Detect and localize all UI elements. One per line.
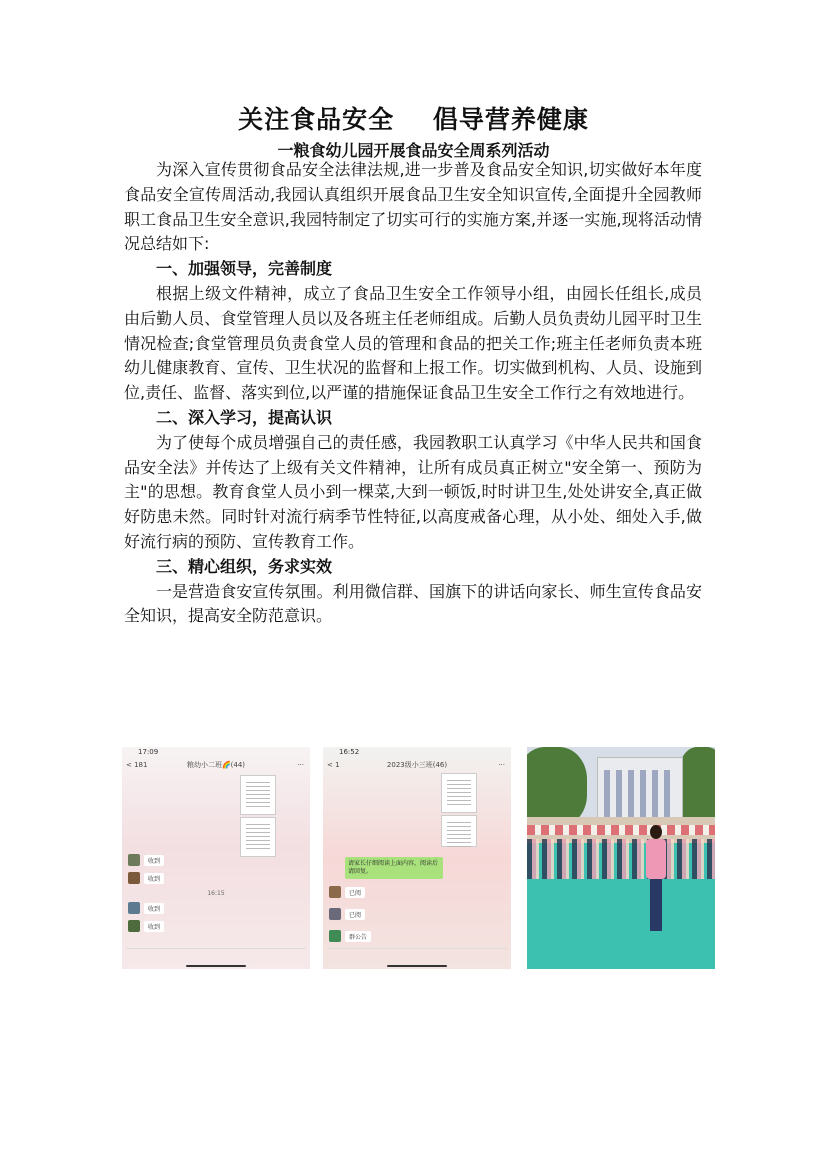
chat-reply: 收到 bbox=[144, 903, 164, 914]
document-message bbox=[441, 773, 477, 813]
document-title: 关注食品安全 倡导营养健康 bbox=[238, 105, 589, 134]
document-message bbox=[441, 815, 477, 847]
chat-input-bar bbox=[126, 948, 306, 963]
section-paragraph-1: 根据上级文件精神，成立了食品卫生安全工作领导小组，由园长任组长,成员由后勤人员、食堂管理人员以及各班主任老师组成。后勤人员负责幼儿园平时卫生情况检查;食堂管理员负责食堂人员的管理和食品的把关工作;班主任老师负责本班幼儿健康教育、宣传、卫生状况的监督和上报工作。切实做到机构、人员、设施到位,责任、监督、落实到位,以严谨的措施保证食品卫生安全工作行之有效地进行。 bbox=[124, 283, 702, 403]
group-announcement-label: 群公告 bbox=[345, 931, 371, 942]
home-indicator bbox=[186, 965, 246, 967]
tree bbox=[527, 747, 587, 827]
document-subtitle: 一粮食幼儿园开展食品安全周系列活动 bbox=[277, 141, 550, 160]
avatar bbox=[128, 854, 140, 866]
chat-message-row bbox=[329, 907, 365, 921]
chat-header bbox=[122, 759, 310, 771]
document-body bbox=[124, 158, 702, 629]
chat-reply: 收到 bbox=[144, 873, 164, 884]
more-icon: ··· bbox=[297, 761, 304, 769]
back-icon: < 181 bbox=[126, 761, 148, 769]
section-paragraph-2: 为了使每个成员增强自己的责任感，我园教职工认真学习《中华人民共和国食品安全法》并传达了上级有关文件精神，让所有成员真正树立"安全第一、预防为主"的思想。教育食堂人员小到一棵菜,大到一顿饭,时时讲卫生,处处讲安全,真正做好防患未然。同时针对流行病季节性特征,以高度戒备心理，从小处、细处入手,做好流行病的预防、宣传教育工作。 bbox=[124, 432, 702, 551]
status-bar-time: 17:09 bbox=[138, 748, 159, 756]
chat-group-name: 粮幼小二班🌈(44) bbox=[186, 761, 246, 769]
status-bar-time: 16:52 bbox=[339, 748, 360, 756]
avatar bbox=[329, 930, 341, 942]
phone-screen bbox=[122, 747, 310, 969]
teacher-figure bbox=[645, 825, 667, 937]
avatar bbox=[128, 872, 140, 884]
section-paragraph-3: 一是营造食安宣传氛围。利用微信群、国旗下的讲话向家长、师生宣传食品安全知识，提高安全防范意识。 bbox=[124, 581, 702, 626]
phone-screen bbox=[323, 747, 511, 969]
chat-message-row bbox=[128, 853, 164, 867]
wechat-screenshot-photo-1 bbox=[122, 747, 310, 969]
back-icon: < 1 bbox=[327, 761, 340, 769]
avatar bbox=[329, 886, 341, 898]
document-message bbox=[240, 775, 276, 815]
document-message bbox=[240, 817, 276, 857]
avatar bbox=[128, 920, 140, 932]
section-heading-1: 一、加强领导，完善制度 bbox=[156, 259, 333, 279]
chat-message-row bbox=[128, 871, 164, 885]
chat-reply: 已阅 bbox=[345, 887, 365, 898]
chat-message-row bbox=[128, 919, 164, 933]
children-group bbox=[527, 839, 715, 879]
section-heading-3: 三、精心组织，务求实效 bbox=[156, 556, 333, 576]
intro-paragraph: 为深入宣传贯彻食品安全法律法规,进一步普及食品安全知识,切实做好本年度食品安全宣传周活动,我园认真组织开展食品卫生安全知识宣传,全面提升全园教师职工食品卫生安全意识,我园特制定了切实可行的实施方案,并逐一实施,现将活动情况总结如下: bbox=[124, 160, 702, 254]
kindergarten-playground-photo bbox=[527, 747, 715, 969]
chat-notice-message: 请家长仔细阅读上面内容，阅读后请回复。 bbox=[345, 857, 443, 879]
chat-message-row bbox=[128, 901, 164, 915]
chat-reply: 收到 bbox=[144, 855, 164, 866]
section-heading-2: 二、深入学习，提高认识 bbox=[156, 407, 333, 427]
chat-header bbox=[323, 759, 511, 771]
avatar bbox=[329, 908, 341, 920]
chat-message-row bbox=[329, 929, 371, 943]
chat-input-bar bbox=[327, 948, 507, 963]
more-icon: ··· bbox=[498, 761, 505, 769]
home-indicator bbox=[387, 965, 447, 967]
chat-message-row bbox=[329, 885, 365, 899]
avatar bbox=[128, 902, 140, 914]
wechat-screenshot-photo-2 bbox=[323, 747, 511, 969]
chat-timestamp: 16:15 bbox=[207, 890, 225, 897]
chat-group-name: 2023级小三班(46) bbox=[386, 761, 448, 769]
chat-reply: 已阅 bbox=[345, 909, 365, 920]
chat-reply: 收到 bbox=[144, 921, 164, 932]
playground-scene bbox=[527, 747, 715, 969]
